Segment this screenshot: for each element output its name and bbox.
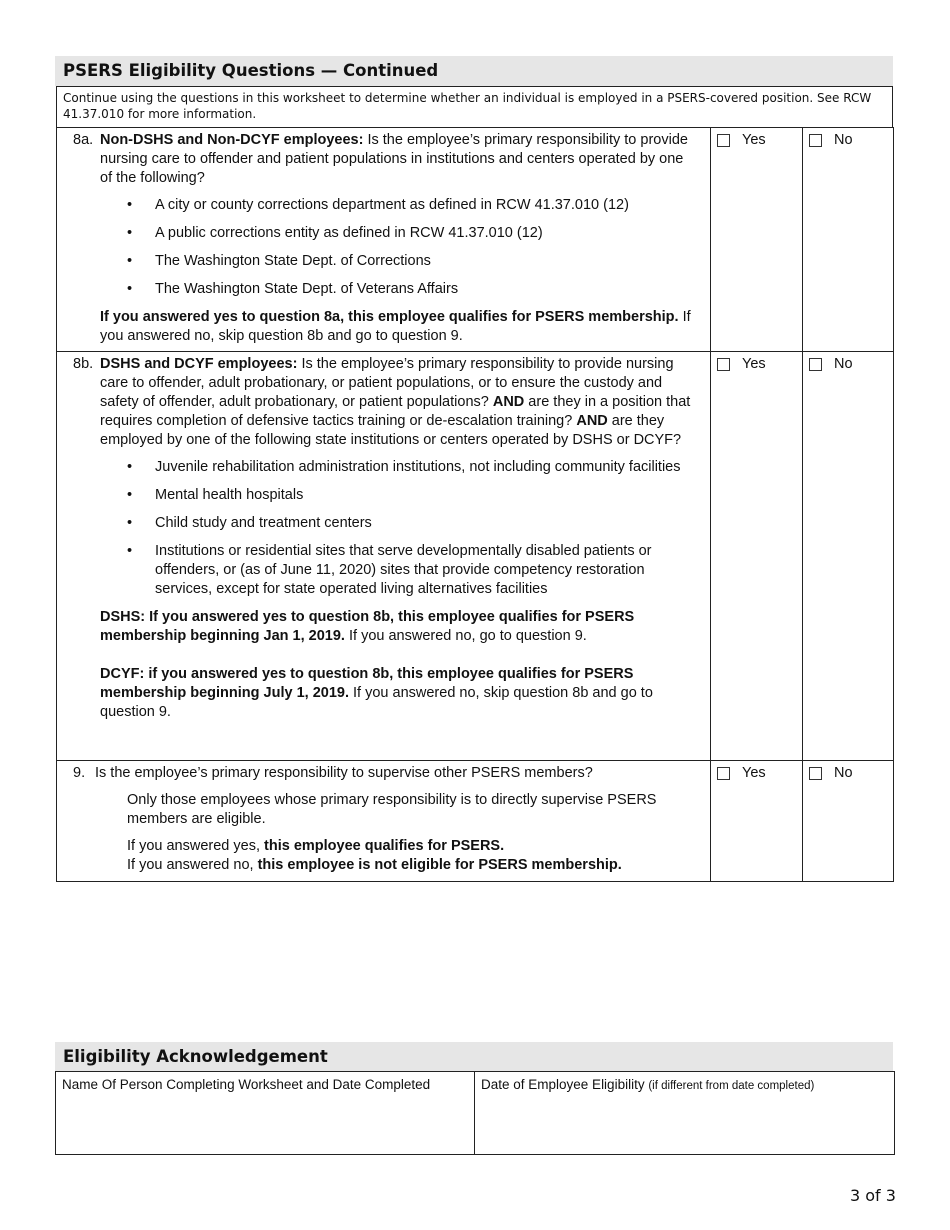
answer-no-cell	[803, 128, 894, 352]
question-8a-row	[57, 128, 894, 352]
question-8a	[57, 128, 711, 352]
answer-yes-cell	[711, 761, 803, 882]
intro-text: Continue using the questions in this worksheet to determine whether an individual is employed in a PSERS-covered position. See RCW 41.37.010 for more information.	[56, 86, 893, 128]
bullet-icon: •	[127, 225, 133, 241]
question-8b: 8b. DSHS and DCYF employees: Is the employee’s primary responsibility to provide nursing care to offender, adult probationary, or patient populations, or to ensure the custody and safety of offender, adult probationary, or patient populations? AND are they in a position that requires completion of defensive tactics training or de-escalation training? AND are they employed by one of the following state institutions or centers operated by DSHS or DCYF? • Juvenile rehabilitation administration institutions, not including community facilities • Mental health hospitals • Child study and treatment centers • Institutions or residential sites that serve developmentally disabled patients or offenders, or (as of June 11, 2020) sites that provide competency restoration services, except for state operated living alternatives facilities DSHS: If you answered yes to question 8b, this employee qualifies for PSERS membership beginning Jan 1, 2019. If you answered no, go to question 9. DCYF: if you answered yes to question 8b, this employee qualifies for PSERS membership beginning July 1, 2019. If you answered no, skip question 8b and go to question 9.	[57, 352, 711, 761]
list-item: • Mental health hospitals	[127, 487, 304, 503]
answer-no-cell	[803, 761, 894, 882]
list-item: • A city or county corrections department as defined in RCW 41.37.010 (12)	[127, 197, 629, 213]
yes-label: Yes	[742, 132, 766, 148]
bullet-icon: •	[127, 253, 133, 269]
question-number: 8a.	[73, 132, 94, 148]
yes-checkbox[interactable]	[717, 358, 730, 371]
no-checkbox[interactable]	[809, 134, 822, 147]
no-label: No	[834, 356, 853, 372]
no-label: No	[834, 132, 853, 148]
question-9	[57, 761, 711, 882]
eligibility-date-field[interactable]	[475, 1072, 895, 1155]
page-number: 3 of 3	[850, 1186, 896, 1205]
answer-no-cell	[803, 352, 894, 761]
answer-yes-cell	[711, 352, 803, 761]
question-number: 8b.	[73, 356, 94, 372]
list-item: • Juvenile rehabilitation administration institutions, not including community facilities	[127, 459, 681, 475]
bullet-icon: •	[127, 197, 133, 213]
yes-label: Yes	[742, 356, 766, 372]
no-label: No	[834, 765, 853, 781]
bullet-icon: •	[127, 515, 133, 531]
question-lead: DSHS and DCYF employees:	[100, 356, 298, 372]
eligibility-date-hint: (if different from date completed)	[648, 1080, 815, 1092]
no-checkbox[interactable]	[809, 358, 822, 371]
eligibility-date-label: Date of Employee Eligibility	[481, 1077, 645, 1092]
question-note: Only those employees whose primary responsibility is to directly supervise PSERS members are eligible.	[127, 792, 657, 827]
list-item: • A public corrections entity as defined in RCW 41.37.010 (12)	[127, 225, 543, 241]
yes-checkbox[interactable]	[717, 134, 730, 147]
question-9-row	[57, 761, 894, 882]
question-text: Is the employee’s primary responsibility to supervise other PSERS members?	[95, 765, 593, 781]
answer-yes-cell	[711, 128, 803, 352]
bullet-icon: •	[127, 487, 133, 503]
question-outcome: If you answered yes, this employee qualifies for PSERS. If you answered no, this employee is not eligible for PSERS membership.	[127, 838, 622, 873]
list-item: • Institutions or residential sites that serve developmentally disabled patients or offenders, or (as of June 11, 2020) sites that provide competency restoration services, except for state operated living alternatives facilities	[127, 543, 652, 597]
section-title-psers-questions: PSERS Eligibility Questions — Continued	[55, 56, 893, 86]
dshs-note: DSHS: If you answered yes to question 8b, this employee qualifies for PSERS membership beginning Jan 1, 2019. If you answered no, go to question 9.	[100, 609, 635, 644]
question-number: 9.	[73, 765, 86, 781]
list-item: • The Washington State Dept. of Veterans Affairs	[127, 281, 459, 297]
list-item: • Child study and treatment centers	[127, 515, 372, 531]
bullet-icon: •	[127, 543, 133, 559]
question-text: Is the employee’s primary responsibility to provide nursing care to offender and patient populations in institutions and centers operated by one of the following?	[100, 132, 688, 186]
bullet-list	[73, 458, 696, 599]
question-8b-row	[57, 352, 894, 761]
list-item: • The Washington State Dept. of Corrections	[127, 253, 431, 269]
section-title-acknowledgement: Eligibility Acknowledgement	[55, 1042, 893, 1072]
yes-checkbox[interactable]	[717, 767, 730, 780]
questions-table	[56, 127, 894, 882]
name-date-field[interactable]	[56, 1072, 475, 1155]
acknowledgement-table	[55, 1071, 895, 1155]
name-date-label: Name Of Person Completing Worksheet and Date Completed	[62, 1077, 431, 1092]
yes-label: Yes	[742, 765, 766, 781]
bullet-list	[73, 196, 696, 299]
question-note: If you answered yes to question 8a, this employee qualifies for PSERS membership. If you answered no, skip question 8b and go to question 9.	[100, 309, 691, 344]
no-checkbox[interactable]	[809, 767, 822, 780]
question-lead: Non-DSHS and Non-DCYF employees:	[100, 132, 364, 148]
dcyf-note: DCYF: if you answered yes to question 8b, this employee qualifies for PSERS membership beginning July 1, 2019. If you answered no, skip question 8b and go to question 9.	[100, 666, 653, 720]
bullet-icon: •	[127, 459, 133, 475]
bullet-icon: •	[127, 281, 133, 297]
